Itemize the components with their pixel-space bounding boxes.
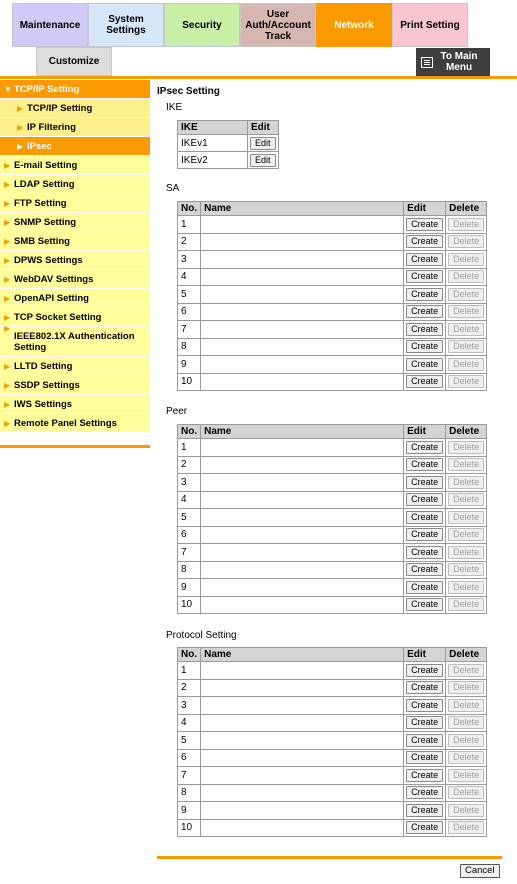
create-button[interactable]: Create bbox=[406, 323, 443, 336]
row-name bbox=[201, 509, 404, 527]
row-number: 8 bbox=[178, 561, 201, 579]
sidebar-item-ftp-setting[interactable] bbox=[0, 194, 150, 213]
table-row bbox=[178, 135, 279, 152]
table-row bbox=[178, 767, 487, 785]
menu-icon bbox=[421, 57, 433, 68]
ike-table bbox=[177, 120, 279, 169]
tab-maintenance[interactable]: Maintenance bbox=[12, 3, 88, 47]
delete-button: Delete bbox=[448, 563, 484, 576]
table-row bbox=[178, 456, 487, 474]
row-number: 2 bbox=[178, 233, 201, 251]
row-number: 10 bbox=[178, 596, 201, 614]
sidebar-item-openapi-setting[interactable] bbox=[0, 289, 150, 308]
section-label-peer: Peer bbox=[166, 406, 188, 417]
column-header: Name bbox=[201, 202, 404, 216]
column-header: Delete bbox=[446, 425, 487, 439]
row-number: 7 bbox=[178, 544, 201, 562]
create-button[interactable]: Create bbox=[406, 375, 443, 388]
table-row bbox=[178, 491, 487, 509]
triangle-right-icon: ▶ bbox=[4, 218, 11, 227]
delete-button: Delete bbox=[448, 288, 484, 301]
sidebar-item-label: IWS Settings bbox=[14, 399, 73, 410]
triangle-right-icon: ▶ bbox=[4, 256, 11, 265]
table-row bbox=[178, 561, 487, 579]
column-header: Edit bbox=[404, 202, 446, 216]
sidebar-item-ieee8021x-setting[interactable] bbox=[0, 324, 150, 357]
row-name bbox=[201, 579, 404, 597]
create-button[interactable]: Create bbox=[406, 751, 443, 764]
sidebar-item-snmp-setting[interactable] bbox=[0, 213, 150, 232]
row-name bbox=[201, 561, 404, 579]
row-name bbox=[201, 474, 404, 492]
row-number: 4 bbox=[178, 491, 201, 509]
column-header: No. bbox=[178, 202, 201, 216]
section-label-ike: IKE bbox=[166, 102, 183, 113]
sidebar-item-label: LDAP Setting bbox=[14, 179, 75, 190]
tab-customize[interactable]: Customize bbox=[36, 47, 112, 76]
column-header: Name bbox=[201, 425, 404, 439]
table-row bbox=[178, 286, 487, 304]
column-header: Delete bbox=[446, 202, 487, 216]
row-name bbox=[201, 356, 404, 374]
delete-button: Delete bbox=[448, 270, 484, 283]
delete-button: Delete bbox=[448, 340, 484, 353]
triangle-right-icon: ▶ bbox=[4, 400, 11, 409]
row-number: 7 bbox=[178, 767, 201, 785]
row-number: 6 bbox=[178, 749, 201, 767]
edit-button[interactable]: Edit bbox=[250, 137, 276, 150]
peer-table bbox=[177, 424, 487, 614]
row-number: 3 bbox=[178, 251, 201, 269]
sidebar-item-tcp-socket-setting[interactable] bbox=[0, 308, 150, 327]
delete-button: Delete bbox=[448, 358, 484, 371]
delete-button: Delete bbox=[448, 581, 484, 594]
sidebar-item-label: FTP Setting bbox=[14, 198, 67, 209]
sidebar-item-ssdp-settings[interactable] bbox=[0, 376, 150, 395]
sidebar-item-label: LLTD Setting bbox=[14, 361, 73, 372]
sidebar-item-label: Remote Panel Settings bbox=[14, 418, 117, 429]
row-name bbox=[201, 321, 404, 339]
create-button[interactable]: Create bbox=[406, 598, 443, 611]
triangle-right-icon: ▶ bbox=[17, 123, 24, 132]
row-name bbox=[201, 596, 404, 614]
row-number: 1 bbox=[178, 439, 201, 457]
row-number: 1 bbox=[178, 216, 201, 234]
create-button[interactable]: Create bbox=[406, 253, 443, 266]
create-button[interactable]: Create bbox=[406, 546, 443, 559]
sidebar-item-email-setting[interactable] bbox=[0, 156, 150, 175]
table-row bbox=[178, 802, 487, 820]
create-button[interactable]: Create bbox=[406, 458, 443, 471]
triangle-right-icon: ▶ bbox=[17, 104, 24, 113]
delete-button: Delete bbox=[448, 786, 484, 799]
triangle-right-icon: ▶ bbox=[4, 275, 11, 284]
row-name bbox=[201, 456, 404, 474]
footer-divider bbox=[157, 856, 502, 859]
create-button[interactable]: Create bbox=[406, 769, 443, 782]
table-row bbox=[178, 662, 487, 680]
sidebar-subitem-ip-filtering[interactable] bbox=[0, 118, 150, 137]
ike-name-cell: IKEv1 bbox=[178, 135, 248, 152]
cancel-button[interactable]: Cancel bbox=[460, 864, 500, 878]
row-number: 9 bbox=[178, 579, 201, 597]
sidebar-item-label: TCP/IP Setting bbox=[27, 103, 93, 114]
table-row bbox=[178, 152, 279, 169]
delete-button: Delete bbox=[448, 821, 484, 834]
table-row bbox=[178, 784, 487, 802]
row-name bbox=[201, 491, 404, 509]
table-row bbox=[178, 749, 487, 767]
sidebar-item-label: IP Filtering bbox=[27, 122, 76, 133]
row-name bbox=[201, 697, 404, 715]
row-name bbox=[201, 233, 404, 251]
delete-button: Delete bbox=[448, 441, 484, 454]
create-button[interactable]: Create bbox=[406, 305, 443, 318]
sidebar-item-label: E-mail Setting bbox=[14, 160, 78, 171]
row-number: 5 bbox=[178, 286, 201, 304]
create-button[interactable]: Create bbox=[406, 270, 443, 283]
table-row bbox=[178, 233, 487, 251]
triangle-right-icon: ▶ bbox=[4, 199, 11, 208]
row-number: 7 bbox=[178, 321, 201, 339]
sidebar-item-webdav-settings[interactable] bbox=[0, 270, 150, 289]
section-label-protocol-setting: Protocol Setting bbox=[166, 630, 237, 641]
create-button[interactable]: Create bbox=[406, 340, 443, 353]
row-name bbox=[201, 251, 404, 269]
table-row bbox=[178, 356, 487, 374]
create-button[interactable]: Create bbox=[406, 821, 443, 834]
row-number: 10 bbox=[178, 819, 201, 837]
table-row bbox=[178, 579, 487, 597]
triangle-right-icon: ▶ bbox=[4, 161, 11, 170]
row-number: 8 bbox=[178, 338, 201, 356]
create-button[interactable]: Create bbox=[406, 218, 443, 231]
table-row bbox=[178, 732, 487, 750]
table-row bbox=[178, 321, 487, 339]
create-button[interactable]: Create bbox=[406, 476, 443, 489]
sidebar-item-label: SNMP Setting bbox=[14, 217, 77, 228]
table-row bbox=[178, 596, 487, 614]
row-number: 1 bbox=[178, 662, 201, 680]
create-button[interactable]: Create bbox=[406, 528, 443, 541]
delete-button: Delete bbox=[448, 458, 484, 471]
row-name bbox=[201, 732, 404, 750]
create-button[interactable]: Create bbox=[406, 511, 443, 524]
delete-button: Delete bbox=[448, 699, 484, 712]
table-row bbox=[178, 474, 487, 492]
row-name bbox=[201, 544, 404, 562]
triangle-right-icon: ▶ bbox=[4, 294, 11, 303]
section-label-sa: SA bbox=[166, 183, 180, 194]
row-name bbox=[201, 679, 404, 697]
row-name bbox=[201, 767, 404, 785]
row-number: 3 bbox=[178, 697, 201, 715]
create-button[interactable]: Create bbox=[406, 734, 443, 747]
header-divider bbox=[0, 76, 517, 79]
create-button[interactable]: Create bbox=[406, 288, 443, 301]
column-header: Delete bbox=[446, 648, 487, 662]
table-row bbox=[178, 439, 487, 457]
triangle-right-icon: ▶ bbox=[17, 142, 24, 151]
sidebar-item-dpws-settings[interactable] bbox=[0, 251, 150, 270]
triangle-right-icon: ▶ bbox=[4, 313, 11, 322]
table-row bbox=[178, 714, 487, 732]
row-name bbox=[201, 819, 404, 837]
table-row bbox=[178, 268, 487, 286]
row-name bbox=[201, 784, 404, 802]
row-number: 6 bbox=[178, 303, 201, 321]
table-row bbox=[178, 679, 487, 697]
row-number: 5 bbox=[178, 509, 201, 527]
row-name bbox=[201, 286, 404, 304]
column-header: Edit bbox=[248, 121, 279, 135]
triangle-right-icon: ▶ bbox=[4, 419, 11, 428]
sidebar-item-label: SSDP Settings bbox=[14, 380, 80, 391]
create-button[interactable]: Create bbox=[406, 235, 443, 248]
sidebar bbox=[0, 80, 150, 448]
row-number: 10 bbox=[178, 373, 201, 391]
row-name bbox=[201, 749, 404, 767]
create-button[interactable]: Create bbox=[406, 716, 443, 729]
top-tab-bar bbox=[0, 0, 517, 80]
table-header-row bbox=[178, 648, 487, 662]
tab-print-setting[interactable]: Print Setting bbox=[392, 3, 468, 47]
delete-button: Delete bbox=[448, 511, 484, 524]
sidebar-item-ldap-setting[interactable] bbox=[0, 175, 150, 194]
column-header: IKE bbox=[178, 121, 248, 135]
row-name bbox=[201, 662, 404, 680]
table-row bbox=[178, 373, 487, 391]
create-button[interactable]: Create bbox=[406, 358, 443, 371]
delete-button: Delete bbox=[448, 235, 484, 248]
table-header-row bbox=[178, 425, 487, 439]
delete-button: Delete bbox=[448, 528, 484, 541]
tab-network[interactable]: Network bbox=[316, 3, 392, 47]
row-number: 3 bbox=[178, 474, 201, 492]
column-header: No. bbox=[178, 425, 201, 439]
edit-button[interactable]: Edit bbox=[250, 154, 276, 167]
row-name bbox=[201, 714, 404, 732]
table-row bbox=[178, 216, 487, 234]
row-name bbox=[201, 802, 404, 820]
table-row bbox=[178, 338, 487, 356]
column-header: Edit bbox=[404, 425, 446, 439]
sidebar-subitem-ipsec[interactable] bbox=[0, 137, 150, 156]
sa-table bbox=[177, 201, 487, 391]
triangle-right-icon: ▶ bbox=[4, 237, 11, 246]
row-number: 8 bbox=[178, 784, 201, 802]
tab-security[interactable]: Security bbox=[164, 3, 240, 47]
row-number: 9 bbox=[178, 356, 201, 374]
sidebar-item-iws-settings[interactable] bbox=[0, 395, 150, 414]
tab-user-auth-account-track[interactable]: User Auth/Account Track bbox=[240, 3, 316, 47]
row-name bbox=[201, 526, 404, 544]
table-row bbox=[178, 526, 487, 544]
table-row bbox=[178, 509, 487, 527]
page-title: IPsec Setting bbox=[157, 86, 220, 97]
create-button[interactable]: Create bbox=[406, 699, 443, 712]
table-row bbox=[178, 251, 487, 269]
sidebar-item-smb-setting[interactable] bbox=[0, 232, 150, 251]
create-button[interactable]: Create bbox=[406, 804, 443, 817]
sidebar-item-label: SMB Setting bbox=[14, 236, 70, 247]
row-number: 2 bbox=[178, 679, 201, 697]
create-button[interactable]: Create bbox=[406, 786, 443, 799]
row-name bbox=[201, 373, 404, 391]
row-number: 4 bbox=[178, 714, 201, 732]
to-main-menu-label: To Main Menu bbox=[440, 51, 478, 73]
delete-button: Delete bbox=[448, 716, 484, 729]
sidebar-divider bbox=[0, 445, 150, 448]
row-name bbox=[201, 338, 404, 356]
sidebar-item-label: DPWS Settings bbox=[14, 255, 83, 266]
sidebar-item-label: TCP Socket Setting bbox=[14, 312, 102, 323]
delete-button: Delete bbox=[448, 253, 484, 266]
delete-button: Delete bbox=[448, 493, 484, 506]
ike-name-cell: IKEv2 bbox=[178, 152, 248, 169]
row-number: 9 bbox=[178, 802, 201, 820]
delete-button: Delete bbox=[448, 598, 484, 611]
sidebar-subitem-tcpip-setting[interactable] bbox=[0, 99, 150, 118]
delete-button: Delete bbox=[448, 323, 484, 336]
create-button[interactable]: Create bbox=[406, 493, 443, 506]
triangle-right-icon: ▶ bbox=[4, 381, 11, 390]
row-number: 4 bbox=[178, 268, 201, 286]
sidebar-item-label: TCP/IP Setting bbox=[14, 84, 80, 95]
sidebar-item-tcpip-setting[interactable] bbox=[0, 80, 150, 99]
create-button[interactable]: Create bbox=[406, 581, 443, 594]
row-number: 6 bbox=[178, 526, 201, 544]
create-button[interactable]: Create bbox=[406, 441, 443, 454]
delete-button: Delete bbox=[448, 476, 484, 489]
row-name bbox=[201, 303, 404, 321]
delete-button: Delete bbox=[448, 804, 484, 817]
sidebar-item-remote-panel-settings[interactable] bbox=[0, 414, 150, 433]
column-header: No. bbox=[178, 648, 201, 662]
column-header: Name bbox=[201, 648, 404, 662]
delete-button: Delete bbox=[448, 751, 484, 764]
sidebar-item-label: IEEE802.1X Authentication Setting bbox=[14, 331, 135, 353]
tab-system-settings[interactable]: System Settings bbox=[88, 3, 164, 47]
triangle-right-icon: ▶ bbox=[4, 324, 11, 333]
delete-button: Delete bbox=[448, 769, 484, 782]
sidebar-item-label: IPsec bbox=[27, 141, 52, 152]
delete-button: Delete bbox=[448, 664, 484, 677]
delete-button: Delete bbox=[448, 681, 484, 694]
row-name bbox=[201, 216, 404, 234]
table-row bbox=[178, 544, 487, 562]
column-header: Edit bbox=[404, 648, 446, 662]
table-row bbox=[178, 303, 487, 321]
create-button[interactable]: Create bbox=[406, 664, 443, 677]
table-header-row bbox=[178, 202, 487, 216]
table-row bbox=[178, 819, 487, 837]
sidebar-item-label: OpenAPI Setting bbox=[14, 293, 89, 304]
create-button[interactable]: Create bbox=[406, 563, 443, 576]
delete-button: Delete bbox=[448, 305, 484, 318]
delete-button: Delete bbox=[448, 218, 484, 231]
create-button[interactable]: Create bbox=[406, 681, 443, 694]
sidebar-item-label: WebDAV Settings bbox=[14, 274, 94, 285]
table-row bbox=[178, 697, 487, 715]
delete-button: Delete bbox=[448, 734, 484, 747]
protocol-setting-table bbox=[177, 647, 487, 837]
delete-button: Delete bbox=[448, 375, 484, 388]
triangle-down-icon: ▼ bbox=[4, 85, 12, 94]
to-main-menu-button[interactable] bbox=[416, 48, 490, 76]
row-number: 5 bbox=[178, 732, 201, 750]
row-name bbox=[201, 439, 404, 457]
triangle-right-icon: ▶ bbox=[4, 180, 11, 189]
row-name bbox=[201, 268, 404, 286]
table-header-row bbox=[178, 121, 279, 135]
sidebar-item-lltd-setting[interactable] bbox=[0, 357, 150, 376]
delete-button: Delete bbox=[448, 546, 484, 559]
row-number: 2 bbox=[178, 456, 201, 474]
triangle-right-icon: ▶ bbox=[4, 362, 11, 371]
